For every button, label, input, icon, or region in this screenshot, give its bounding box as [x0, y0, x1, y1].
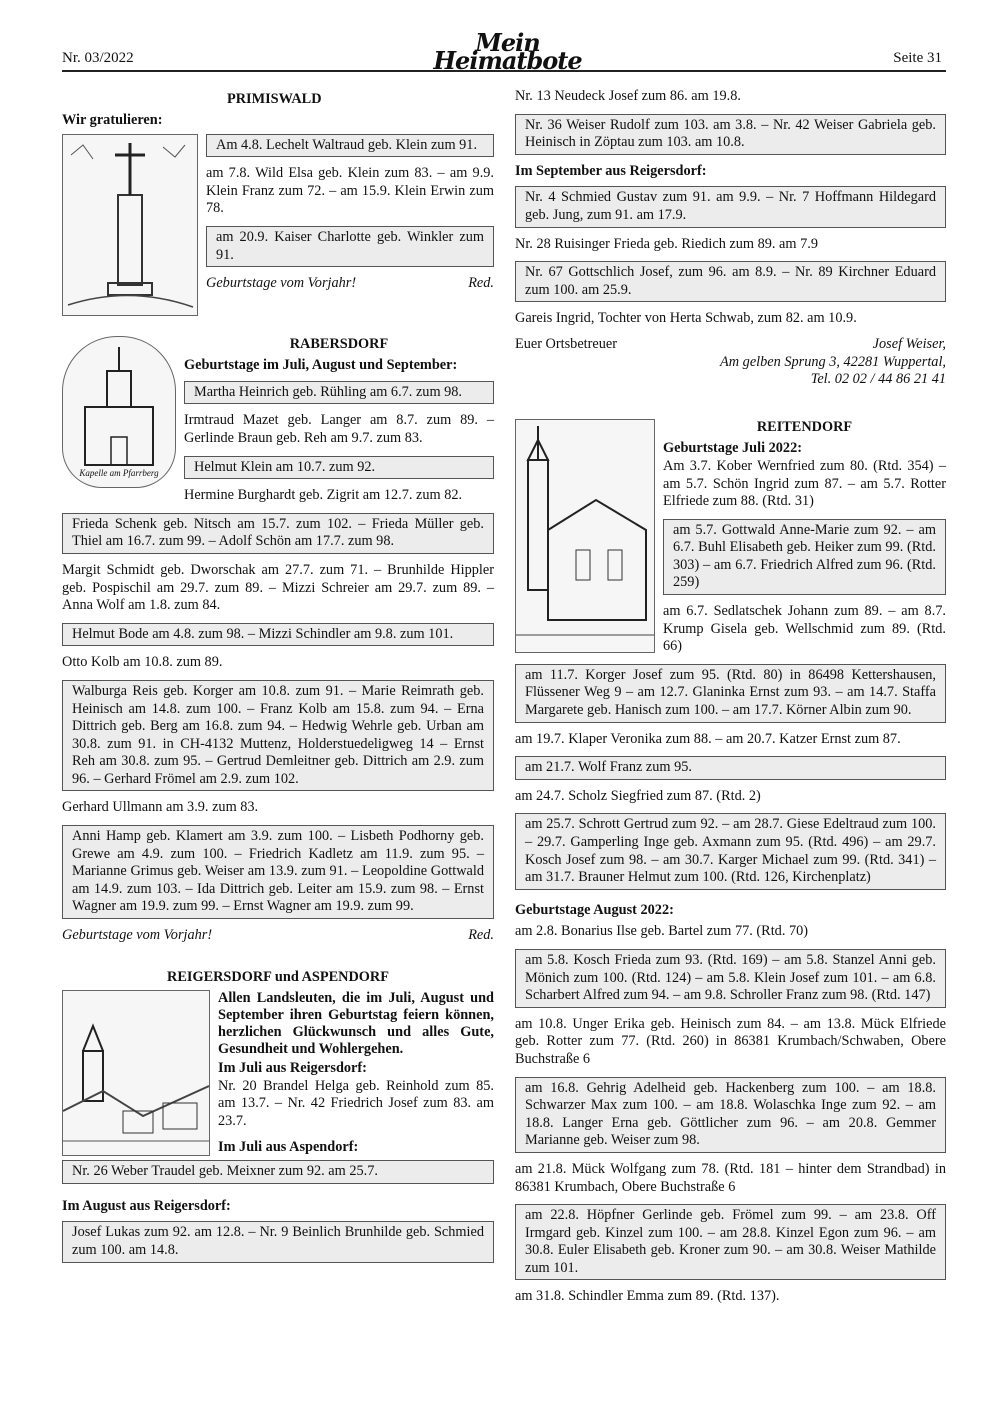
rabersdorf-entry-3: Helmut Klein am 10.7. zum 92. [184, 456, 494, 480]
right-entry-5: Nr. 67 Gottschlich Josef, zum 96. am 8.9. – Nr. 89 Kirchner Eduard zum 100. am 25.9. [515, 261, 946, 302]
reitendorf-aug-7: am 31.8. Schindler Emma zum 89. (Rtd. 137). [515, 1288, 780, 1305]
rabersdorf-entry-4: Hermine Burghardt geb. Zigrit am 12.7. zum 82. [184, 487, 463, 504]
right-sub-september: Im September aus Reigersdorf: [515, 162, 707, 179]
primiswald-entry-2: am 7.8. Wild Elsa geb. Klein zum 83. – am 9.9. Klein Franz zum 72. – am 15.9. Klein Erwin zum 78. [206, 165, 494, 217]
rabersdorf-entry-9: Walburga Reis geb. Korger am 10.8. zum 91. – Marie Reimrath geb. Heinisch am 14.8. zum 100. – Franz Kolb am 15.8. zum 94. – Erna Dittrich geb. Berg am 16.8. zum 94. – Hedwig Wehrle geb. Urban am 30.8. zum 91. in CH-4132 Muttenz, Holderstuedeligweg 14 – Ernst Reh am 30.8. zum 95. – Gertrud Demleitner geb. Dittrich am 2.9. zum 96. – Gerhard Frömel am 2.9. zum 102. [62, 680, 494, 792]
primiswald-note: Geburtstage vom Vorjahr! [206, 275, 357, 292]
header-rule [62, 70, 946, 72]
rabersdorf-entry-1: Martha Heinrich geb. Rühling am 6.7. zum 98. [184, 381, 494, 405]
reitendorf-aug-3: am 10.8. Unger Erika geb. Heinisch zum 84. – am 13.8. Mück Elfriede geb. Rotter zum 77. (Rtd. 260) in 86381 Krumbach/Schwaben, Obere Buchstraße 6 [515, 1015, 946, 1067]
primiswald-entry-1: Am 4.8. Lechelt Waltraud geb. Klein zum 91. [206, 134, 494, 158]
aspendorf-entry-1: Nr. 26 Weber Traudel geb. Meixner zum 92. am 25.7. [62, 1160, 494, 1184]
reitendorf-sub-july: Geburtstage Juli 2022: [663, 440, 802, 457]
church-illustration [515, 419, 655, 653]
signature-name: Josef Weiser, [872, 335, 946, 352]
left-column [62, 88, 494, 1271]
rabersdorf-entry-7: Helmut Bode am 4.8. zum 98. – Mizzi Schindler am 9.8. zum 101. [62, 623, 494, 647]
right-entry-3: Nr. 4 Schmied Gustav zum 91. am 9.9. – Nr. 7 Hoffmann Hildegard geb. Jung, zum 91. am 17.9. [515, 186, 946, 227]
reitendorf-aug-1: am 2.8. Bonarius Ilse geb. Bartel zum 77. (Rtd. 70) [515, 923, 809, 940]
primiswald-red: Red. [468, 275, 494, 292]
rabersdorf-section [62, 336, 494, 945]
masthead-logo: Mein Heimatbote [433, 28, 582, 75]
reitendorf-july-8: am 25.7. Schrott Gertrud zum 92. – am 28.7. Giese Edeltraud zum 100. – 29.7. Gamperling Inge geb. Axmann zum 95. (Rtd. 496) – am 29.7. Kosch Josef zum 98. – am 30.7. Karger Michael zum 99. (Rtd. 341) – am 31.7. Brauner Helmut zum 100. (Rtd. 126, Kirchenplatz) [515, 813, 946, 889]
reitendorf-july-4: am 11.7. Korger Josef zum 95. (Rtd. 80) in 86498 Kettershausen, Flüssener Weg 9 – am 12.7. Glaninka Ernst zum 93. – am 14.7. Staffa Margarete geb. Hanisch zum 100. – am 17.7. Körner Albin zum 90. [515, 664, 946, 723]
right-entry-6: Gareis Ingrid, Tochter von Herta Schwab, zum 82. am 10.9. [515, 310, 857, 327]
right-entry-1: Nr. 13 Neudeck Josef zum 86. am 19.8. [515, 88, 741, 104]
page-number: Seite 31 [893, 50, 942, 66]
rabersdorf-entry-8: Otto Kolb am 10.8. zum 89. [62, 654, 223, 671]
reitendorf-aug-2: am 5.8. Kosch Frieda zum 93. (Rtd. 169) – am 5.8. Stanzel Anni geb. Mönich zum 100. (Rtd. 124) – am 5.8. Klein Josef zum 101. – am 6.8. Scharbert Alfred zum 94. – am 9.8. Schroller Franz zum 98. (Rtd. 147) [515, 949, 946, 1008]
aspendorf-sub-july: Im Juli aus Aspendorf: [218, 1138, 359, 1155]
reitendorf-sub-august: Geburtstage August 2022: [515, 901, 674, 918]
reigersdorf-title: REIGERSDORF und ASPENDORF [167, 968, 389, 985]
reitendorf-aug-6: am 22.8. Höpfner Gerlinde geb. Frömel zum 99. – am 23.8. Off Irmgard geb. Kinzel zum 100. – am 28.8. Kinzel Egon zum 96. – am 30.8. Euler Elisabeth geb. Kroner zum 90. – am 30.8. Weiser Mathilde zum 101. [515, 1204, 946, 1280]
reitendorf-aug-5: am 21.8. Mück Wolfgang zum 78. (Rtd. 181 – hinter dem Strandbad) in 86381 Krumbach, Obere Buchstraße 6 [515, 1160, 946, 1195]
rabersdorf-subtitle: Geburtstage im Juli, August und September: [184, 357, 458, 374]
reitendorf-july-2: am 5.7. Gottwald Anne-Marie zum 92. – am 6.7. Buhl Elisabeth geb. Heiker zum 99. (Rtd. 303) – am 6.7. Friedrich Alfred zum 96. (Rtd. 259) [663, 519, 946, 595]
reitendorf-section [515, 419, 946, 1306]
rabersdorf-entry-2: Irmtraud Mazet geb. Langer am 8.7. zum 89. – Gerlinde Braun geb. Reh am 9.7. zum 83. [184, 412, 494, 446]
reigersdorf-entry-3: Josef Lukas zum 92. am 12.8. – Nr. 9 Beinlich Brunhilde geb. Schmied zum 100. am 14.8. [62, 1221, 494, 1262]
primiswald-title: PRIMISWALD [227, 91, 322, 107]
chapel-illustration [62, 336, 176, 488]
reigersdorf-section [62, 969, 494, 1263]
rabersdorf-entry-6: Margit Schmidt geb. Dworschak am 27.7. zum 71. – Brunhilde Hippler geb. Pospischil am 29.7. zum 89. – Mizzi Schreier am 29.7. zum 89. – Anna Wolf am 1.8. zum 84. [62, 561, 494, 614]
signature-label: Euer Ortsbetreuer [515, 335, 618, 352]
primiswald-section [62, 88, 494, 316]
rabersdorf-entry-11: Anni Hamp geb. Klamert am 3.9. zum 100. – Lisbeth Podhorny geb. Grewe am 4.9. zum 100. – Friedrich Kadletz am 11.9. zum 95. – Marianne Grimus geb. Weiser am 13.9. zum 91. – Leopoldine Gottwald am 14.9. zum 103. – Ida Dittrich geb. Leiter am 15.9. zum 98. – Ernst Wagner am 19.9. zum 99. – Ernst Wagner am 19.9. zum 99. [62, 825, 494, 919]
reigersdorf-sub-august: Im August aus Reigersdorf: [62, 1197, 231, 1214]
reitendorf-july-5: am 19.7. Klaper Veronika zum 88. – am 20.7. Katzer Ernst zum 87. [515, 730, 901, 747]
signature-address: Am gelben Sprung 3, 42281 Wuppertal, [720, 353, 946, 370]
issue-number: Nr. 03/2022 [62, 50, 134, 66]
rabersdorf-entry-5: Frieda Schenk geb. Nitsch am 15.7. zum 102. – Frieda Müller geb. Thiel am 16.7. zum 99. – Adolf Schön am 17.7. zum 98. [62, 513, 494, 554]
reigersdorf-sub-july: Im Juli aus Reigersdorf: [218, 1060, 367, 1077]
reitendorf-title: REITENDORF [756, 418, 853, 435]
signature-phone: Tel. 02 02 / 44 86 21 41 [810, 371, 946, 388]
reitendorf-july-3: am 6.7. Sedlatschek Johann zum 89. – am 8.7. Krump Gisela geb. Wellschmid zum 89. (Rtd. 66) [663, 603, 946, 655]
right-column [515, 88, 946, 1314]
village-illustration [62, 990, 210, 1156]
chapel-caption: Kapelle am Pfarrberg [79, 468, 159, 478]
primiswald-entry-3: am 20.9. Kaiser Charlotte geb. Winkler zum 91. [206, 226, 494, 267]
rabersdorf-red: Red. [468, 927, 494, 944]
reitendorf-aug-4: am 16.8. Gehrig Adelheid geb. Hackenberg zum 100. – am 18.8. Schwarzer Max zum 100. – am 18.8. Wolaschka Inge zum 92. – am 18.8. Langer Erna geb. Göttlicher zum 96. – am 20.8. Gemmer Marianne geb. Weiser zum 98. [515, 1077, 946, 1153]
signature-block [515, 336, 946, 389]
reitendorf-july-7: am 24.7. Scholz Siegfried zum 87. (Rtd. 2) [515, 787, 761, 804]
reigersdorf-entry-1: Nr. 20 Brandel Helga geb. Reinhold zum 85. am 13.7. – Nr. 42 Friedrich Josef zum 83. am 23.7. [218, 1077, 494, 1129]
wayside-cross-illustration [62, 134, 198, 316]
primiswald-greeting [62, 88, 207, 130]
right-entry-4: Nr. 28 Ruisinger Frieda geb. Riedich zum 89. am 7.9 [515, 235, 818, 252]
reitendorf-july-6: am 21.7. Wolf Franz zum 95. [515, 756, 946, 780]
rabersdorf-title: RABERSDORF [289, 335, 389, 352]
right-entry-2: Nr. 36 Weiser Rudolf zum 103. am 3.8. – Nr. 42 Weiser Gabriela geb. Heinisch in Zöptau zum 103. am 10.8. [515, 114, 946, 155]
reitendorf-july-1: Am 3.7. Kober Wernfried zum 80. (Rtd. 354) – am 5.7. Schön Ingrid zum 87. – am 5.7. Rotter Elfriede zum 88. (Rtd. 31) [663, 457, 946, 510]
rabersdorf-entry-10: Gerhard Ullmann am 3.9. zum 83. [62, 799, 259, 816]
greeting-text: Wir gratulieren: [62, 112, 163, 128]
reigersdorf-intro: Allen Landsleuten, die im Juli, August und September ihren Geburtstag feiern können, herzlichen Glückwunsch und alles Gute, Gesundheit und Wohlergehen. [218, 990, 494, 1058]
rabersdorf-note: Geburtstage vom Vorjahr! [62, 927, 213, 944]
